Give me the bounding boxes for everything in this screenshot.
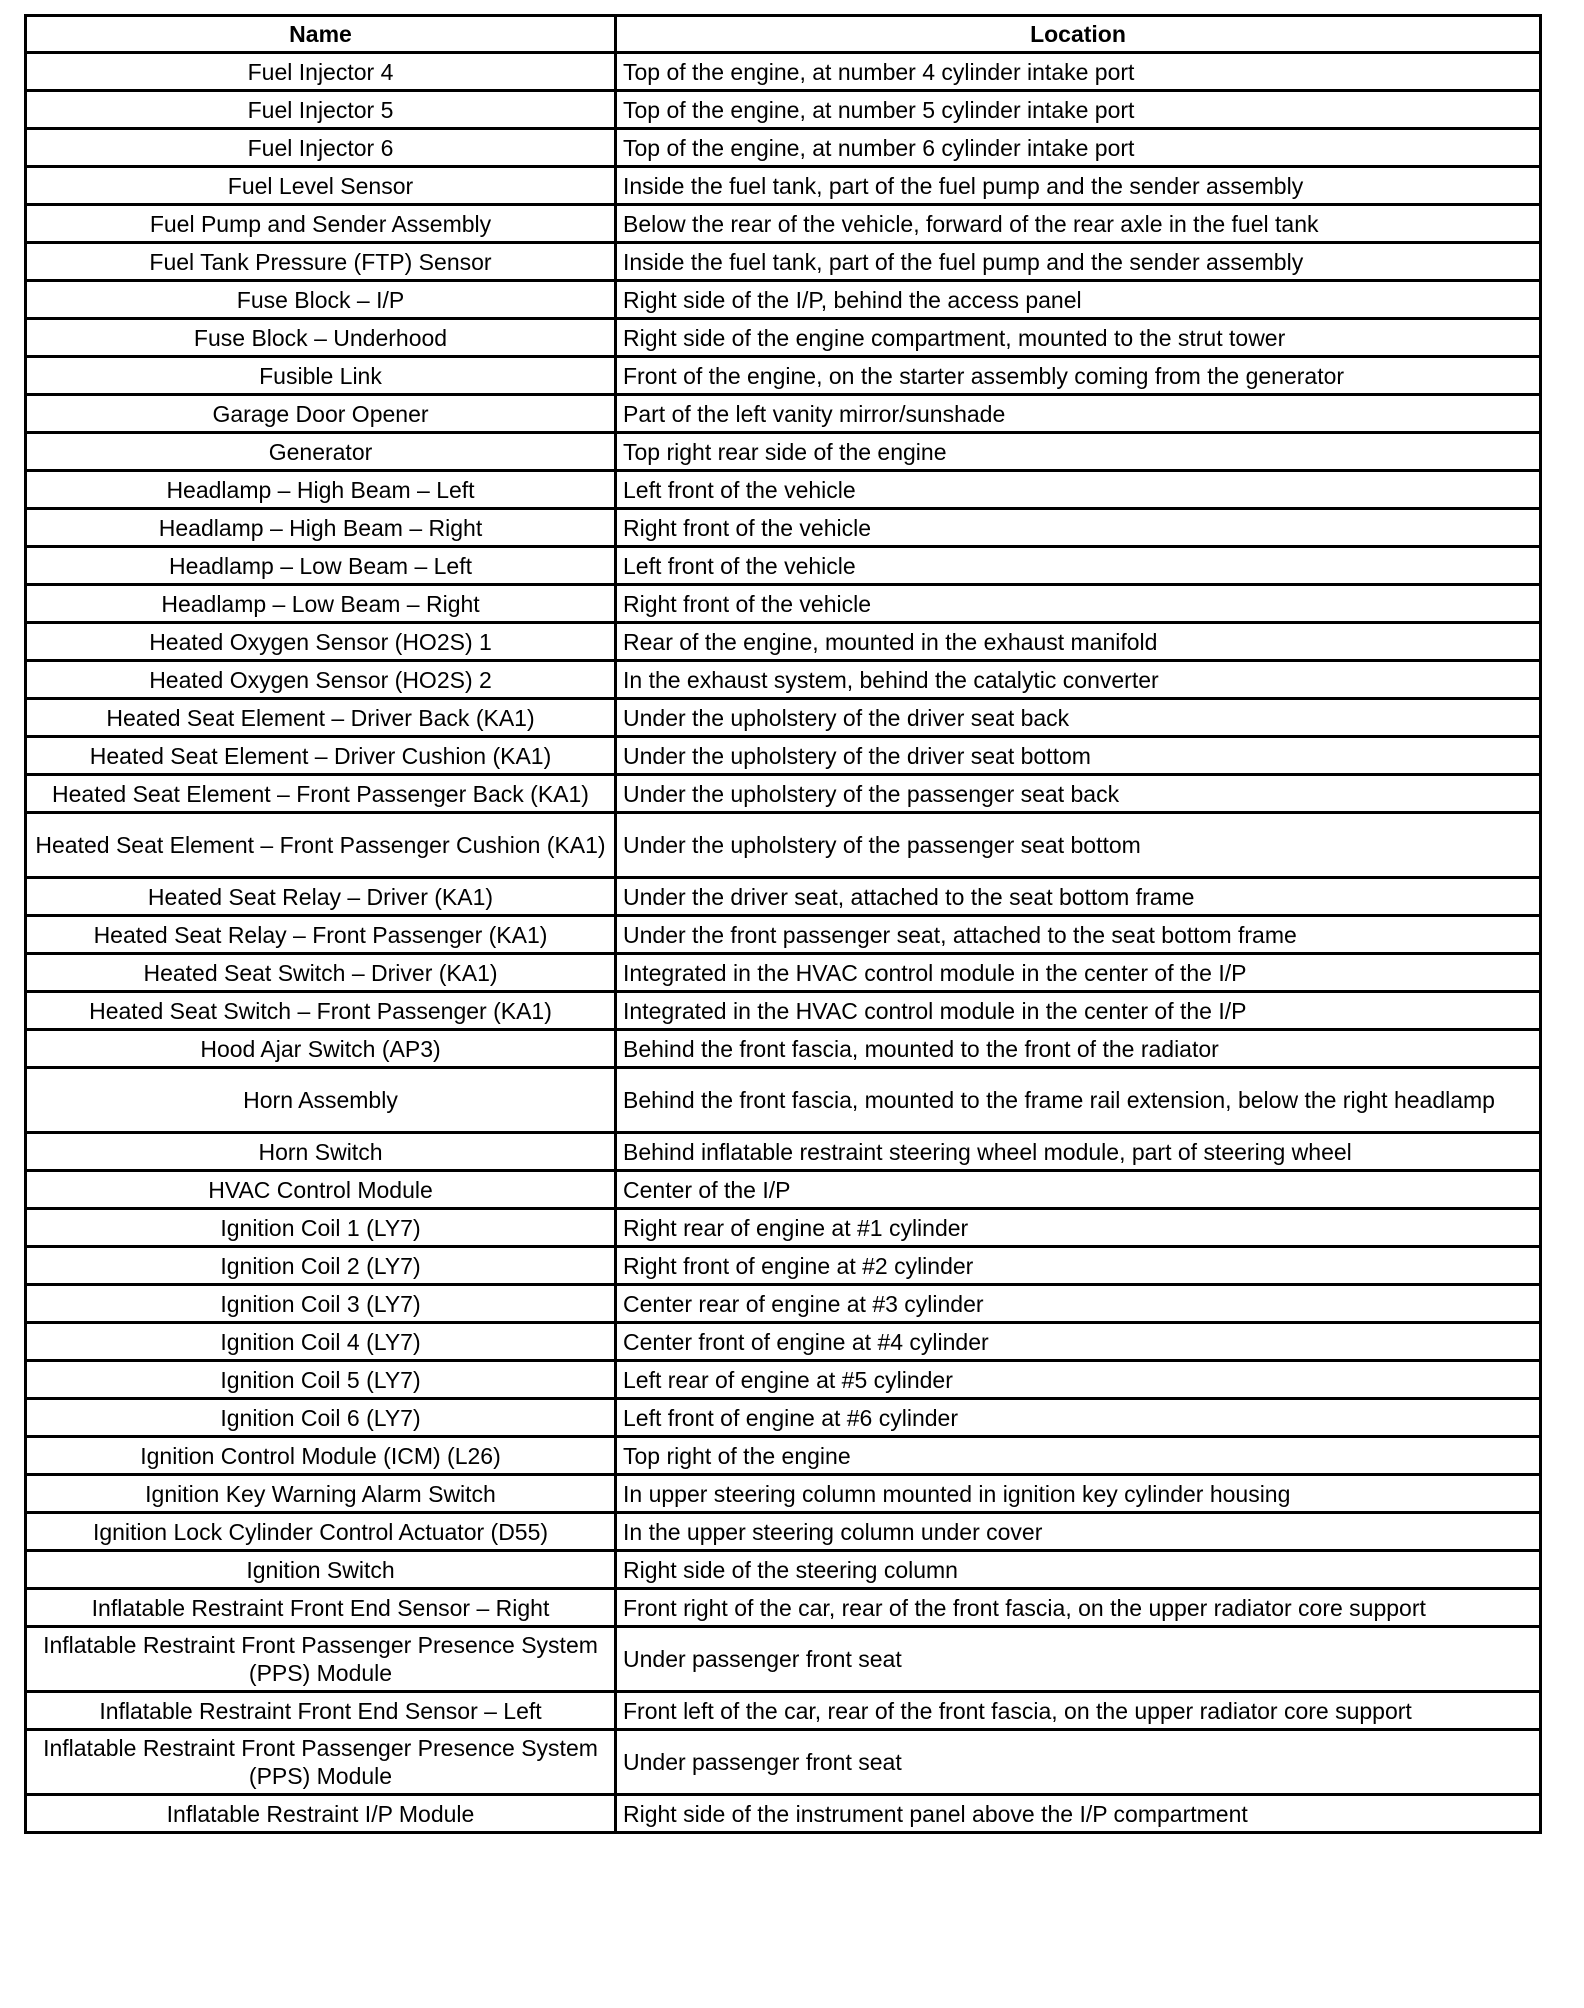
- table-row: [26, 243, 1541, 281]
- table-row: [26, 281, 1541, 319]
- component-location-cell: Left rear of engine at #5 cylinder: [616, 1361, 1541, 1399]
- component-name-cell: Headlamp – High Beam – Left: [26, 471, 616, 509]
- table-row: [26, 1323, 1541, 1361]
- component-location-cell: Under passenger front seat: [616, 1627, 1541, 1692]
- name-column-header: Name: [26, 16, 616, 53]
- component-location-cell: Right front of engine at #2 cylinder: [616, 1247, 1541, 1285]
- component-name-cell: Ignition Coil 5 (LY7): [26, 1361, 616, 1399]
- component-location-cell: Right side of the engine compartment, mounted to the strut tower: [616, 319, 1541, 357]
- component-location-cell: Right front of the vehicle: [616, 509, 1541, 547]
- table-row: [26, 471, 1541, 509]
- component-location-cell: Front left of the car, rear of the front fascia, on the upper radiator core support: [616, 1692, 1541, 1730]
- table-row: [26, 1475, 1541, 1513]
- component-name-cell: Heated Seat Element – Driver Cushion (KA1): [26, 737, 616, 775]
- component-name-cell: Generator: [26, 433, 616, 471]
- component-name-cell: Fusible Link: [26, 357, 616, 395]
- component-location-cell: Behind the front fascia, mounted to the frame rail extension, below the right headlamp: [616, 1068, 1541, 1133]
- table-row: [26, 1399, 1541, 1437]
- component-location-cell: Under the upholstery of the passenger seat back: [616, 775, 1541, 813]
- component-name-cell: Heated Seat Switch – Driver (KA1): [26, 954, 616, 992]
- component-location-cell: Top right of the engine: [616, 1437, 1541, 1475]
- component-name-cell: Fuel Injector 4: [26, 53, 616, 91]
- component-location-cell: Front of the engine, on the starter assembly coming from the generator: [616, 357, 1541, 395]
- component-name-cell: Ignition Coil 1 (LY7): [26, 1209, 616, 1247]
- table-row: [26, 775, 1541, 813]
- component-location-cell: Under the upholstery of the driver seat back: [616, 699, 1541, 737]
- table-row: [26, 91, 1541, 129]
- component-name-cell: Ignition Coil 4 (LY7): [26, 1323, 616, 1361]
- component-name-cell: Headlamp – Low Beam – Left: [26, 547, 616, 585]
- table-row: [26, 813, 1541, 878]
- component-name-cell: Inflatable Restraint Front End Sensor – Right: [26, 1589, 616, 1627]
- table-row: [26, 547, 1541, 585]
- component-location-cell: Under the driver seat, attached to the seat bottom frame: [616, 878, 1541, 916]
- component-location-cell: Behind the front fascia, mounted to the front of the radiator: [616, 1030, 1541, 1068]
- component-name-cell: Horn Assembly: [26, 1068, 616, 1133]
- table-row: [26, 1171, 1541, 1209]
- component-name-cell: Heated Seat Relay – Driver (KA1): [26, 878, 616, 916]
- component-name-cell: Horn Switch: [26, 1133, 616, 1171]
- component-location-cell: Under passenger front seat: [616, 1730, 1541, 1795]
- component-location-cell: Integrated in the HVAC control module in the center of the I/P: [616, 992, 1541, 1030]
- component-location-cell: Inside the fuel tank, part of the fuel pump and the sender assembly: [616, 243, 1541, 281]
- table-row: [26, 1730, 1541, 1795]
- table-row: [26, 205, 1541, 243]
- table-row: [26, 167, 1541, 205]
- component-location-cell: Left front of the vehicle: [616, 471, 1541, 509]
- component-location-cell: Center rear of engine at #3 cylinder: [616, 1285, 1541, 1323]
- component-location-cell: Under the upholstery of the driver seat bottom: [616, 737, 1541, 775]
- component-name-cell: Heated Seat Element – Front Passenger Back (KA1): [26, 775, 616, 813]
- component-location-cell: Under the upholstery of the passenger seat bottom: [616, 813, 1541, 878]
- table-row: [26, 1513, 1541, 1551]
- table-row: [26, 53, 1541, 91]
- component-name-cell: Headlamp – Low Beam – Right: [26, 585, 616, 623]
- component-name-cell: Ignition Coil 3 (LY7): [26, 1285, 616, 1323]
- component-location-cell: Inside the fuel tank, part of the fuel pump and the sender assembly: [616, 167, 1541, 205]
- component-name-cell: Inflatable Restraint Front End Sensor – Left: [26, 1692, 616, 1730]
- table-row: [26, 1068, 1541, 1133]
- table-row: [26, 1247, 1541, 1285]
- table-row: [26, 1551, 1541, 1589]
- table-row: [26, 623, 1541, 661]
- component-location-cell: Top right rear side of the engine: [616, 433, 1541, 471]
- component-location-cell: Under the front passenger seat, attached to the seat bottom frame: [616, 916, 1541, 954]
- component-location-cell: In the exhaust system, behind the catalytic converter: [616, 661, 1541, 699]
- component-locator-table: [24, 14, 1542, 1834]
- component-name-cell: Ignition Switch: [26, 1551, 616, 1589]
- table-row: [26, 916, 1541, 954]
- table-row: [26, 954, 1541, 992]
- component-name-cell: Ignition Control Module (ICM) (L26): [26, 1437, 616, 1475]
- component-name-cell: Heated Seat Switch – Front Passenger (KA1): [26, 992, 616, 1030]
- component-name-cell: Fuel Injector 5: [26, 91, 616, 129]
- table-row: [26, 1030, 1541, 1068]
- table-row: [26, 661, 1541, 699]
- component-name-cell: Fuel Tank Pressure (FTP) Sensor: [26, 243, 616, 281]
- component-name-cell: Fuel Injector 6: [26, 129, 616, 167]
- table-row: [26, 585, 1541, 623]
- component-name-cell: Headlamp – High Beam – Right: [26, 509, 616, 547]
- table-body: [26, 53, 1541, 1833]
- component-name-cell: HVAC Control Module: [26, 1171, 616, 1209]
- table-row: [26, 1209, 1541, 1247]
- component-name-cell: Fuel Level Sensor: [26, 167, 616, 205]
- component-name-cell: Heated Oxygen Sensor (HO2S) 1: [26, 623, 616, 661]
- component-location-cell: Part of the left vanity mirror/sunshade: [616, 395, 1541, 433]
- component-name-cell: Heated Seat Element – Front Passenger Cushion (KA1): [26, 813, 616, 878]
- component-location-cell: Right side of the I/P, behind the access panel: [616, 281, 1541, 319]
- table-row: [26, 129, 1541, 167]
- component-location-cell: Right side of the instrument panel above the I/P compartment: [616, 1795, 1541, 1833]
- component-location-cell: Front right of the car, rear of the front fascia, on the upper radiator core support: [616, 1589, 1541, 1627]
- table-row: [26, 992, 1541, 1030]
- table-row: [26, 1795, 1541, 1833]
- component-location-cell: Top of the engine, at number 4 cylinder intake port: [616, 53, 1541, 91]
- table-row: [26, 878, 1541, 916]
- component-location-cell: Top of the engine, at number 6 cylinder intake port: [616, 129, 1541, 167]
- table-row: [26, 357, 1541, 395]
- component-name-cell: Hood Ajar Switch (AP3): [26, 1030, 616, 1068]
- table-row: [26, 433, 1541, 471]
- component-location-cell: Right front of the vehicle: [616, 585, 1541, 623]
- component-location-cell: Right side of the steering column: [616, 1551, 1541, 1589]
- component-location-cell: Behind inflatable restraint steering wheel module, part of steering wheel: [616, 1133, 1541, 1171]
- component-name-cell: Ignition Coil 2 (LY7): [26, 1247, 616, 1285]
- component-location-cell: Top of the engine, at number 5 cylinder intake port: [616, 91, 1541, 129]
- component-location-cell: Integrated in the HVAC control module in the center of the I/P: [616, 954, 1541, 992]
- component-location-cell: Right rear of engine at #1 cylinder: [616, 1209, 1541, 1247]
- table-row: [26, 737, 1541, 775]
- component-name-cell: Inflatable Restraint I/P Module: [26, 1795, 616, 1833]
- table-row: [26, 509, 1541, 547]
- component-name-cell: Heated Oxygen Sensor (HO2S) 2: [26, 661, 616, 699]
- table-row: [26, 1361, 1541, 1399]
- component-name-cell: Ignition Lock Cylinder Control Actuator (D55): [26, 1513, 616, 1551]
- table-row: [26, 319, 1541, 357]
- component-name-cell: Inflatable Restraint Front Passenger Presence System (PPS) Module: [26, 1627, 616, 1692]
- component-location-cell: Rear of the engine, mounted in the exhaust manifold: [616, 623, 1541, 661]
- table-row: [26, 1627, 1541, 1692]
- component-location-cell: Left front of the vehicle: [616, 547, 1541, 585]
- table-row: [26, 1285, 1541, 1323]
- component-name-cell: Inflatable Restraint Front Passenger Presence System (PPS) Module: [26, 1730, 616, 1795]
- component-name-cell: Fuel Pump and Sender Assembly: [26, 205, 616, 243]
- location-column-header: Location: [616, 16, 1541, 53]
- table-row: [26, 395, 1541, 433]
- table-row: [26, 1437, 1541, 1475]
- table-row: [26, 1133, 1541, 1171]
- component-location-cell: In upper steering column mounted in ignition key cylinder housing: [616, 1475, 1541, 1513]
- component-name-cell: Heated Seat Element – Driver Back (KA1): [26, 699, 616, 737]
- component-name-cell: Heated Seat Relay – Front Passenger (KA1): [26, 916, 616, 954]
- component-name-cell: Ignition Coil 6 (LY7): [26, 1399, 616, 1437]
- component-location-cell: Center front of engine at #4 cylinder: [616, 1323, 1541, 1361]
- table-row: [26, 699, 1541, 737]
- component-name-cell: Fuse Block – Underhood: [26, 319, 616, 357]
- component-location-cell: Center of the I/P: [616, 1171, 1541, 1209]
- component-location-cell: Left front of engine at #6 cylinder: [616, 1399, 1541, 1437]
- table-row: [26, 1692, 1541, 1730]
- header-row: [26, 16, 1541, 53]
- component-name-cell: Fuse Block – I/P: [26, 281, 616, 319]
- component-location-cell: Below the rear of the vehicle, forward of the rear axle in the fuel tank: [616, 205, 1541, 243]
- table-row: [26, 1589, 1541, 1627]
- component-location-cell: In the upper steering column under cover: [616, 1513, 1541, 1551]
- component-name-cell: Ignition Key Warning Alarm Switch: [26, 1475, 616, 1513]
- component-name-cell: Garage Door Opener: [26, 395, 616, 433]
